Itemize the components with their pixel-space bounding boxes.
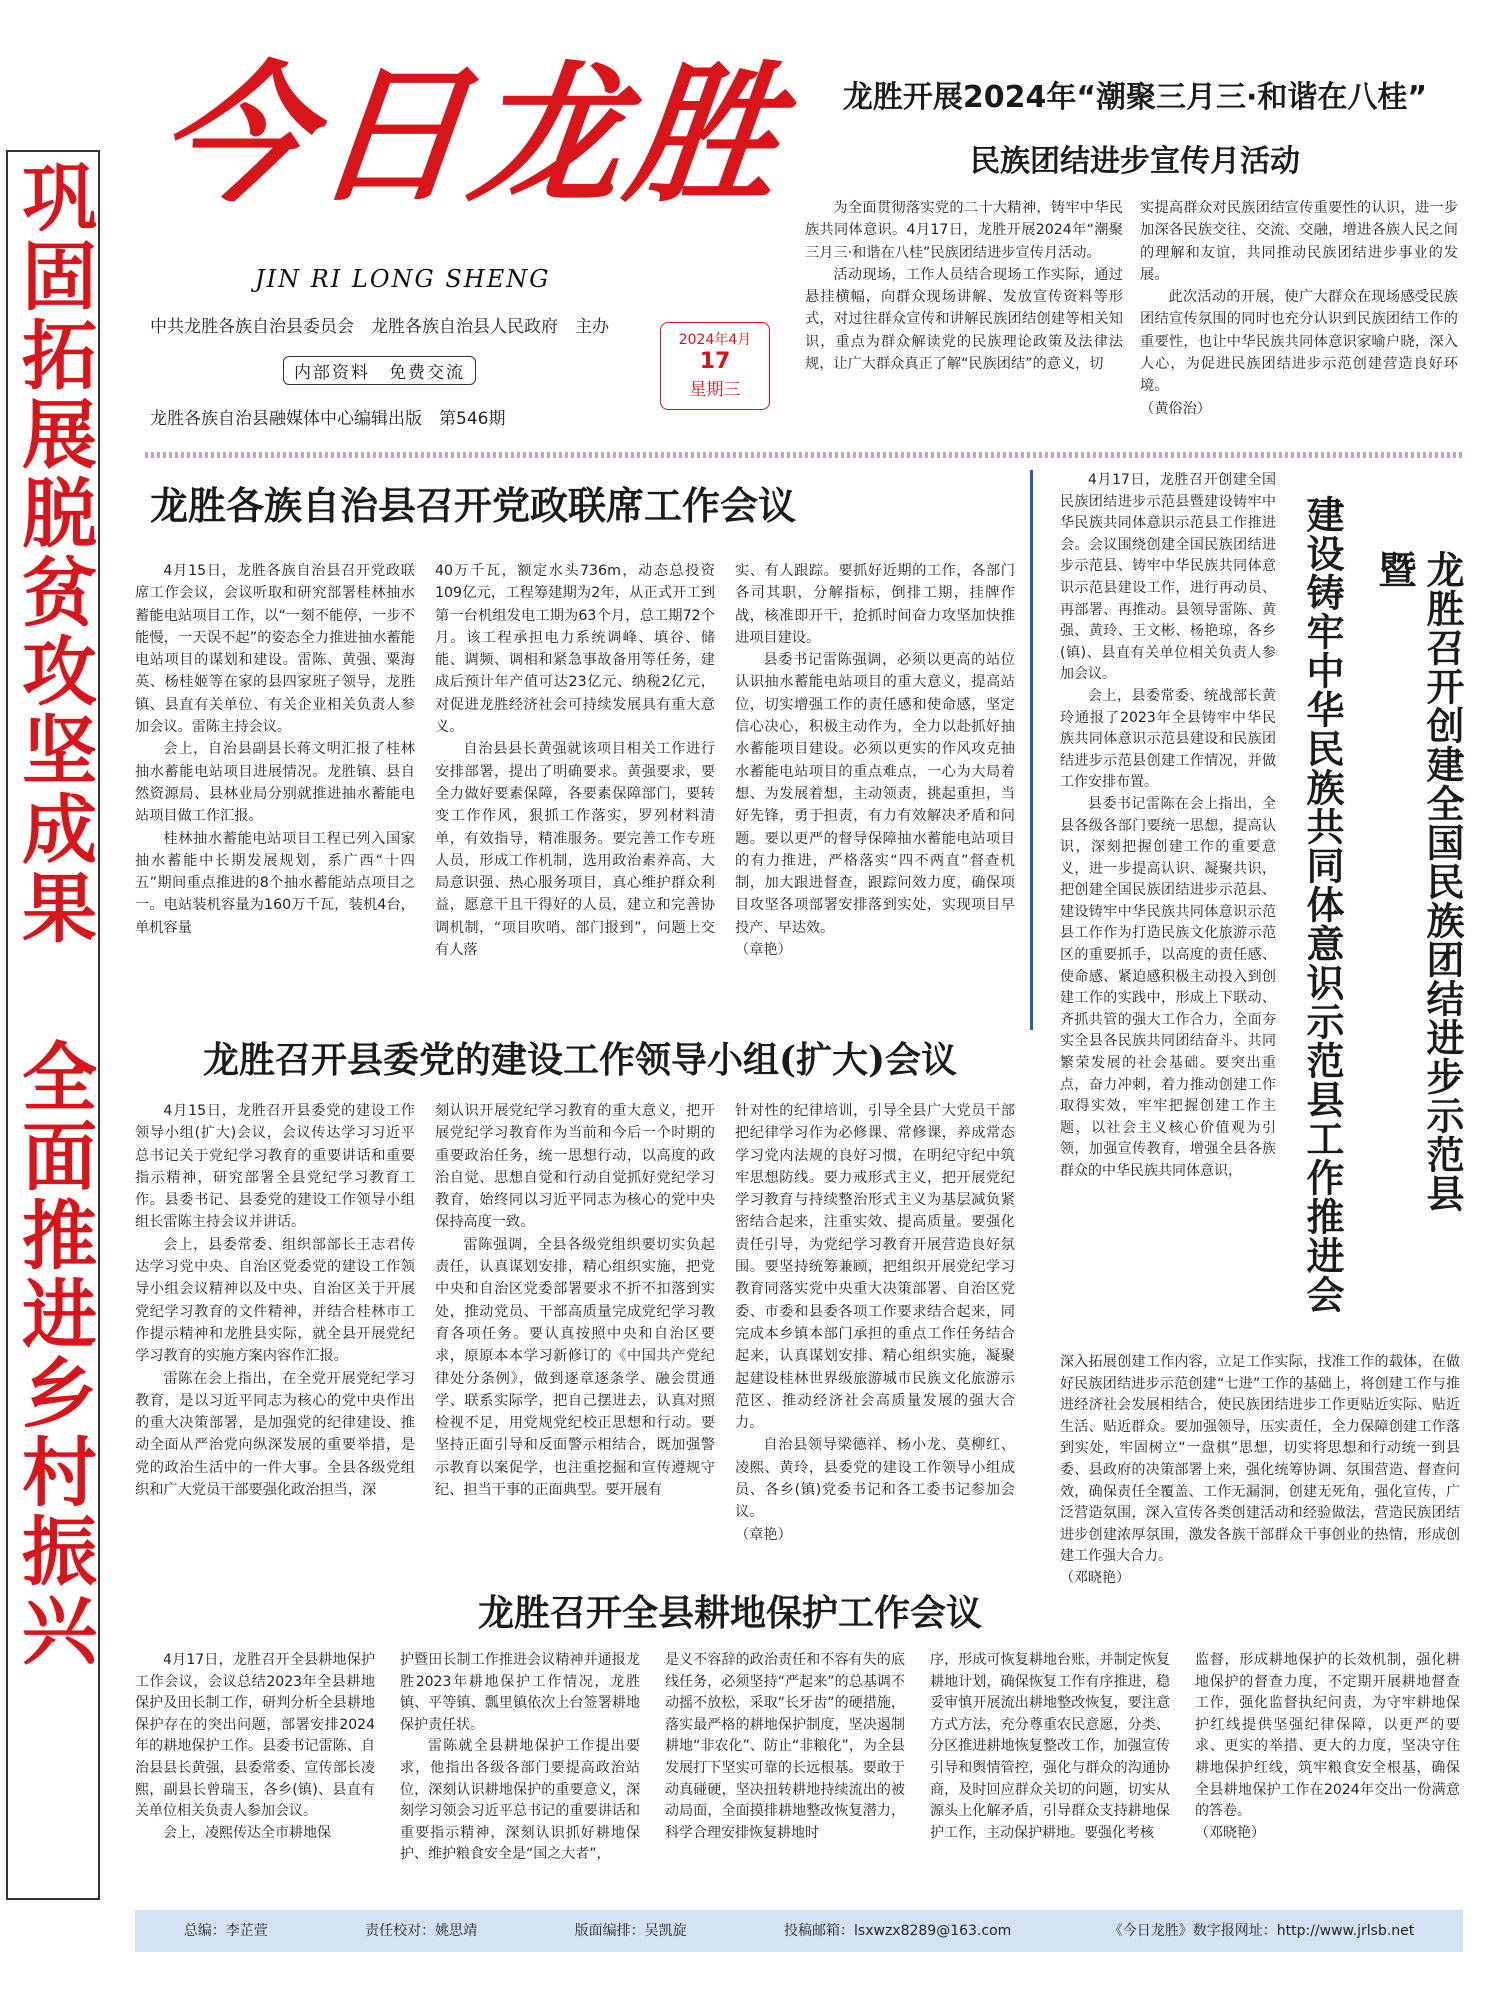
lead-headline-line2: 民族团结进步宣传月活动 xyxy=(970,144,1300,179)
footer-layout-editor: 版面编排：吴凯旋 xyxy=(574,1923,687,1939)
masthead xyxy=(150,47,800,293)
paragraph: 自治县县长黄强就该项目相关工作进行安排部署，提出了明确要求。黄强要求，要全力做好要素保障，各要素保障部门，要转变工作作风，狠抓工作落实，罗列材料清单，有效指导，精准服务。要完善工作专班人员，形成工作机制，选用政治素养高、大局意识强、热心服务项目，真心维护群众利益，愿意干且干得好的人员，建立和完善协调机制，“项目吹哨、部门报到”，问题上交有人落 xyxy=(435,741,715,959)
footer-chief-editor: 总编：李芷萱 xyxy=(183,1923,268,1939)
paragraph: 为全面贯彻落实党的二十大精神，铸牢中华民族共同体意识。4月17日，龙胜开展2024年“潮聚三月三·和谐在八桂”民族团结进步宣传月活动。 xyxy=(805,200,1123,261)
date-day: 17 xyxy=(699,349,731,374)
masthead-sponsor: 中共龙胜各族自治县委员会 龙胜各族自治县人民政府 主办 xyxy=(150,317,609,337)
side-slogan-box xyxy=(6,150,100,1900)
paragraph: 护暨田长制工作推进会议精神并通报龙胜2023年耕地保护工作情况，龙胜镇、平等镇、瓢里镇依次上台签署耕地保护责任状。 xyxy=(400,1652,640,1733)
paragraph: 会上，县委常委、组织部部长王志君传达学习党中央、自治区党委党的建设工作领导小组会议精神以及中央、自治区关于开展党纪学习教育的文件精神，并结合桂林市工作提示精神和龙胜县实际，就全县开展党纪学习教育的实施方案内容作汇报。 xyxy=(135,1236,415,1365)
lead-column-1 xyxy=(805,197,1123,375)
lead-column-2 xyxy=(1140,197,1458,420)
footer-bar xyxy=(135,1910,1463,1952)
article1-column-2 xyxy=(435,560,715,961)
paragraph: 针对性的纪律培训，引导全县广大党员干部把纪律学习作为必修课、常修课，养成常态学习党内法规的良好习惯，在明纪守纪中筑牢思想防线。要力戒形式主义，把开展党纪学习教育与持续整治形式主义为基层减负紧密结合起来，注重实效、提高质量。要强化责任引导，为党纪学习教育开展营造良好氛围。要坚持统筹兼顾，把组织开展党纪学习教育同落实党中央重大决策部署、自治区党委、市委和县委各项工作要求结合起来，同完成本乡镇本部门承担的重点工作任务结合起来，认真谋划安排、精心组织实施，凝聚起建设桂林世界级旅游城市民族文化旅游示范区、推动经济社会高质量发展的强大合力。 xyxy=(735,1103,1015,1432)
article2-column-3 xyxy=(735,1100,1015,1546)
footer-website[interactable]: 《今日龙胜》数字报网址：http://www.jrlsb.net xyxy=(1108,1923,1415,1939)
masthead-title: 今日龙胜 xyxy=(150,47,794,223)
paragraph: 4月15日，龙胜各族自治县召开党政联席工作会议，会议听取和研究部署桂林抽水蓄能电站项目工作，以“一刻不能停，一步不能慢，一天误不起”的姿态全力推进抽水蓄能电站项目的谋划和建设。雷陈、黄强、粟海英、杨桂姬等在家的县四家班子领导，龙胜镇、县直有关单位、有关企业相关负责人参加会议。雷陈主持会议。 xyxy=(135,563,415,736)
paragraph: 会上，自治县副县长蒋文明汇报了桂林抽水蓄能电站项目进展情况。龙胜镇、县自然资源局、县林业局分别就推进抽水蓄能电站项目做工作汇报。 xyxy=(135,741,415,825)
article3-column-2 xyxy=(400,1650,640,1866)
article2-headline: 龙胜召开县委党的建设工作领导小组(扩大)会议 xyxy=(202,1039,958,1081)
lead-headline-line1: 龙胜开展2024年“潮聚三月三·和谐在八桂” xyxy=(842,80,1428,115)
paragraph: 活动现场，工作人员结合现场工作实际，通过悬挂横幅，向群众现场讲解、发放宣传资料等形式，对过往群众宣传和讲解民族团结创建等相关知识，重点为群众解读党的民族理论政策及法律法规，让广大群众真正了解“民族团结”的意义，切 xyxy=(805,266,1123,373)
paragraph: 桂林抽水蓄能电站项目工程已列入国家抽水蓄能中长期发展规划，系广西“十四五”期间重点推进的8个抽水蓄能站点项目之一。电站装机容量为160万千瓦，装机4台，单机容量 xyxy=(135,830,415,936)
footer-proofreader: 责任校对：姚思靖 xyxy=(365,1923,478,1939)
article1-column-3 xyxy=(735,560,1015,961)
paragraph: 县委书记雷陈在会上指出，全县各级各部门要统一思想，提高认识，深刻把握创建工作的重要意义，进一步提高认识、凝聚共识，把创建全国民族团结进步示范县、建设铸牢中华民族共同体意识示范县工作作为打造民族文化旅游示范区的重要抓手，以高度的责任感、使命感、紧迫感积极主动投入到创建工作的实践中，形成上下联动、齐抓共管的强大工作合力，全面夯实全县各民族共同团结奋斗、共同繁荣发展的社会基础。要突出重点，奋力冲刺，着力推动创建工作取得实效，牢牢把握创建工作主题，以社会主义核心价值观为引领，加强宣传教育，增强全县各族群众的中华民族共同体意识， xyxy=(1060,795,1276,1179)
date-box xyxy=(660,322,770,410)
paragraph: 实提高群众对民族团结宣传重要性的认识，进一步加深各民族交往、交流、交融，增进各族人民之间的理解和友谊，共同推动民族团结进步事业的发展。 xyxy=(1140,200,1458,283)
paragraph: 雷陈在会上指出，在全党开展党纪学习教育，是以习近平同志为核心的党中央作出的重大决策部署，是加强党的纪律建设、推动全面从严治党向纵深发展的重要举措，是党的政治生活中的一件大事。全县各级党组织和广大党员干部要强化政治担当，深 xyxy=(135,1370,415,1499)
right-article-narrow-column xyxy=(1060,470,1276,1183)
date-year-month: 2024年4月 xyxy=(678,332,752,348)
paragraph: 县委书记雷陈强调，必须以更高的站位认识抽水蓄能电站项目的重大意义，提高站位，切实增强工作的责任感和使命感，坚定信心决心，积极主动作为，全力以赴抓好抽水蓄能项目建设。必须以更实的作风攻克抽水蓄能电站项目的重点难点，一心为大局着想、为发展着想，主动领责，挑起重担，当好先锋，勇于担责，有力有效解决矛盾和问题。要以更严的督导保障抽水蓄能电站项目的有力推进，严格落实“四不两直”督查机制，加大跟进督查，跟踪问效力度，确保项目攻坚各项部署安排落到实处，实现项目早投产、早达效。 xyxy=(735,652,1015,936)
right-article-wide-column xyxy=(1060,1352,1460,1590)
paragraph: 40万千瓦，额定水头736m，动态总投资109亿元，工程筹建期为2年，从正式开工到第一台机组发电工期为63个月，总工期72个月。该工程承担电力系统调峰、填谷、储能、调频、调相和紧急事故备用等任务，建成后预计年产值可达23亿元、纳税2亿元，对促进龙胜经济社会可持续发展具有重大意义。 xyxy=(435,563,715,736)
side-slogan-line1: 巩固拓展脱贫攻坚成果 xyxy=(10,158,98,948)
paragraph: 实、有人跟踪。要抓好近期的工作，各部门各司其职，分解指标，倒排工期，挂牌作战，核准即开干，抢抓时间奋力攻坚加快推进项目建设。 xyxy=(735,563,1015,646)
paragraph: 刻认识开展党纪学习教育的重大意义，把开展党纪学习教育作为当前和今后一个时期的重要政治任务，统一思想行动，以高度的政治自觉、思想自觉和行动自觉抓好党纪学习教育，始终同以习近平同志为核心的党中央保持高度一致。 xyxy=(435,1103,715,1231)
paragraph: 是义不容辞的政治责任和不容有失的底线任务，必须坚持“严起来”的总基调不动摇不放松，采取“长牙齿”的硬措施，落实最严格的耕地保护制度，坚决遏制耕地“非农化”、防止“非粮化”，为全县发展打下坚实可靠的长远根基。要敢于动真碰硬，坚决扭转耕地持续流出的被动局面，全面摸排耕地整改恢复潜力，科学合理安排恢复耕地时 xyxy=(665,1652,905,1841)
paragraph: 雷陈强调，全县各级党组织要切实负起责任，认真谋划安排，精心组织实施，把党中央和自治区党委部署要求不折不扣落到实处，推动党员、干部高质量完成党纪学习教育各项任务。要认真按照中央和自治区要求，原原本本学习新修订的《中国共产党纪律处分条例》，做到逐章逐条学、融会贯通学、联系实际学，把自己摆进去，认真对照检视不足，用党规党纪校正思想和行动。要坚持正面引导和反面警示相结合，既加强警示教育以案促学，也注重挖掘和宣传遵规守纪、担当干事的正面典型。要开展有 xyxy=(435,1236,715,1499)
right-article-headline-b: 建设铸牢中华民族共同体意识示范县工作推进会 xyxy=(1300,495,1345,1314)
masthead-pinyin: JIN RI LONG SHENG xyxy=(255,265,551,293)
byline: （章艳） xyxy=(735,1526,792,1543)
paragraph: 雷陈就全县耕地保护工作提出要求，他指出各级各部门要提高政治站位，深刻认识耕地保护的重要意义，深刻学习领会习近平总书记的重要讲话和重要指示精神，深刻认识抓好耕地保护、维护粮食安全是“国之大者”， xyxy=(400,1738,640,1863)
paragraph: 自治县领导梁德祥、杨小龙、莫柳红、凌熙、黄玲，县委党的建设工作领导小组成员、各乡(镇)党委书记和各工委书记参加会议。 xyxy=(735,1437,1015,1521)
paragraph: 4月17日，龙胜召开创建全国民族团结进步示范县暨建设铸牢中华民族共同体意识示范县工作推进会。会议围绕创建全国民族团结进步示范县、铸牢中华民族共同体意识示范县建设工作，进行再动员、再部署、再推动。县领导雷陈、黄强、黄玲、王文彬、杨艳琼，各乡(镇)、县直有关单位相关负责人参加会议。 xyxy=(1060,472,1276,683)
paragraph: 会上，凌熙传达全市耕地保 xyxy=(163,1824,331,1841)
article3-column-5 xyxy=(1195,1650,1460,1844)
article3-column-3 xyxy=(665,1650,905,1844)
right-article-rule xyxy=(1030,470,1033,1030)
paragraph: 4月17日，龙胜召开全县耕地保护工作会议，会议总结2023年全县耕地保护及田长制工作，研判分析全县耕地保护存在的突出问题，部署安排2024年的耕地保护工作。县委书记雷陈、自治县县长黄强，县委常委、宣传部长凌熙，副县长曾瑞玉，各乡(镇)、县直有关单位相关负责人参加会议。 xyxy=(135,1652,375,1820)
masthead-internal-badge: 内部资料 免费交流 xyxy=(283,356,476,385)
article3-column-1 xyxy=(135,1650,375,1844)
footer-email[interactable]: 投稿邮箱：lsxwzx8289@163.com xyxy=(784,1923,1012,1939)
masthead-publisher: 龙胜各族自治县融媒体中心编辑出版 第546期 xyxy=(150,409,506,429)
article1-headline: 龙胜各族自治县召开党政联席工作会议 xyxy=(150,483,797,528)
paragraph: 此次活动的开展，使广大群众在现场感受民族团结宣传氛围的同时也充分认识到民族团结工作的重要性，也让中华民族共同体意识家喻户晓，深入人心，为促进民族团结进步示范创建营造良好环境。 xyxy=(1140,289,1458,395)
byline: （黄俗治） xyxy=(1140,400,1211,417)
side-slogan-line2: 全面推进乡村振兴 xyxy=(10,1038,98,1670)
byline: （邓晓艳） xyxy=(1195,1824,1265,1841)
paragraph: 监督，形成耕地保护的长效机制，强化耕地保护的督查力度，不定期开展耕地督查工作，强化监督执纪问责，为守牢耕地保护红线提供坚强纪律保障，以更严的要求、更实的举措、更大的力度，坚决守住耕地保护红线，筑牢粮食安全根基，确保全县耕地保护工作在2024年交出一份满意的答卷。 xyxy=(1195,1652,1460,1820)
article3-column-4 xyxy=(930,1650,1170,1844)
section-divider xyxy=(145,452,1465,458)
article2-column-2 xyxy=(435,1100,715,1501)
paragraph: 4月15日，龙胜召开县委党的建设工作领导小组(扩大)会议，会议传达学习习近平总书记关于党纪学习教育的重要讲话和重要指示精神，研究部署全县党纪学习教育工作。县委书记、县委党的建设工作领导小组组长雷陈主持会议并讲话。 xyxy=(135,1103,415,1231)
article2-column-1 xyxy=(135,1100,415,1501)
date-weekday: 星期三 xyxy=(689,380,741,400)
byline: （章艳） xyxy=(735,942,792,959)
paragraph: 序，形成可恢复耕地台账，并制定恢复耕地计划，确保恢复工作有序推进，稳妥审慎开展流出耕地整改恢复，要注意方式方法，充分尊重农民意愿，分类、分区推进耕地恢复整改工作，加强宣传引导和舆情管控，强化与群众的沟通协商，及时回应群众关切的问题，切实从源头上化解矛盾，引导群众支持耕地保护工作，主动保护耕地。要强化考核 xyxy=(930,1652,1170,1841)
right-article-headline-a: 龙胜召开创建全国民族团结进步示范县暨 xyxy=(1372,550,1465,1213)
paragraph: 深入拓展创建工作内容，立足工作实际，找准工作的载体，在做好民族团结进步示范创建“七进”工作的基础上，将创建工作与推进经济社会发展相结合，使民族团结进步工作更贴近实际、贴近生活、贴近群众。要加强领导，压实责任，全力保障创建工作落到实处，牢固树立“一盘棋”思想，切实将思想和行动统一到县委、县政府的决策部署上来，强化统筹协调、氛围营造、督查问效，确保责任全覆盖、工作无漏洞，创建无死角，强化宣传，广泛营造氛围，深入宣传各类创建活动和经验做法，营造民族团结进步创建浓厚氛围，激发各族干部群众干事创业的热情，形成创建工作强大合力。 xyxy=(1060,1354,1460,1565)
byline: （邓晓艳） xyxy=(1060,1569,1130,1586)
paragraph: 会上，县委常委、统战部长黄玲通报了2023年全县铸牢中华民族共同体意识示范县建设和民族团结进步示范县创建工作情况，并做工作安排布置。 xyxy=(1060,687,1276,791)
article1-column-1 xyxy=(135,560,415,939)
article3-headline: 龙胜召开全县耕地保护工作会议 xyxy=(477,1592,982,1634)
